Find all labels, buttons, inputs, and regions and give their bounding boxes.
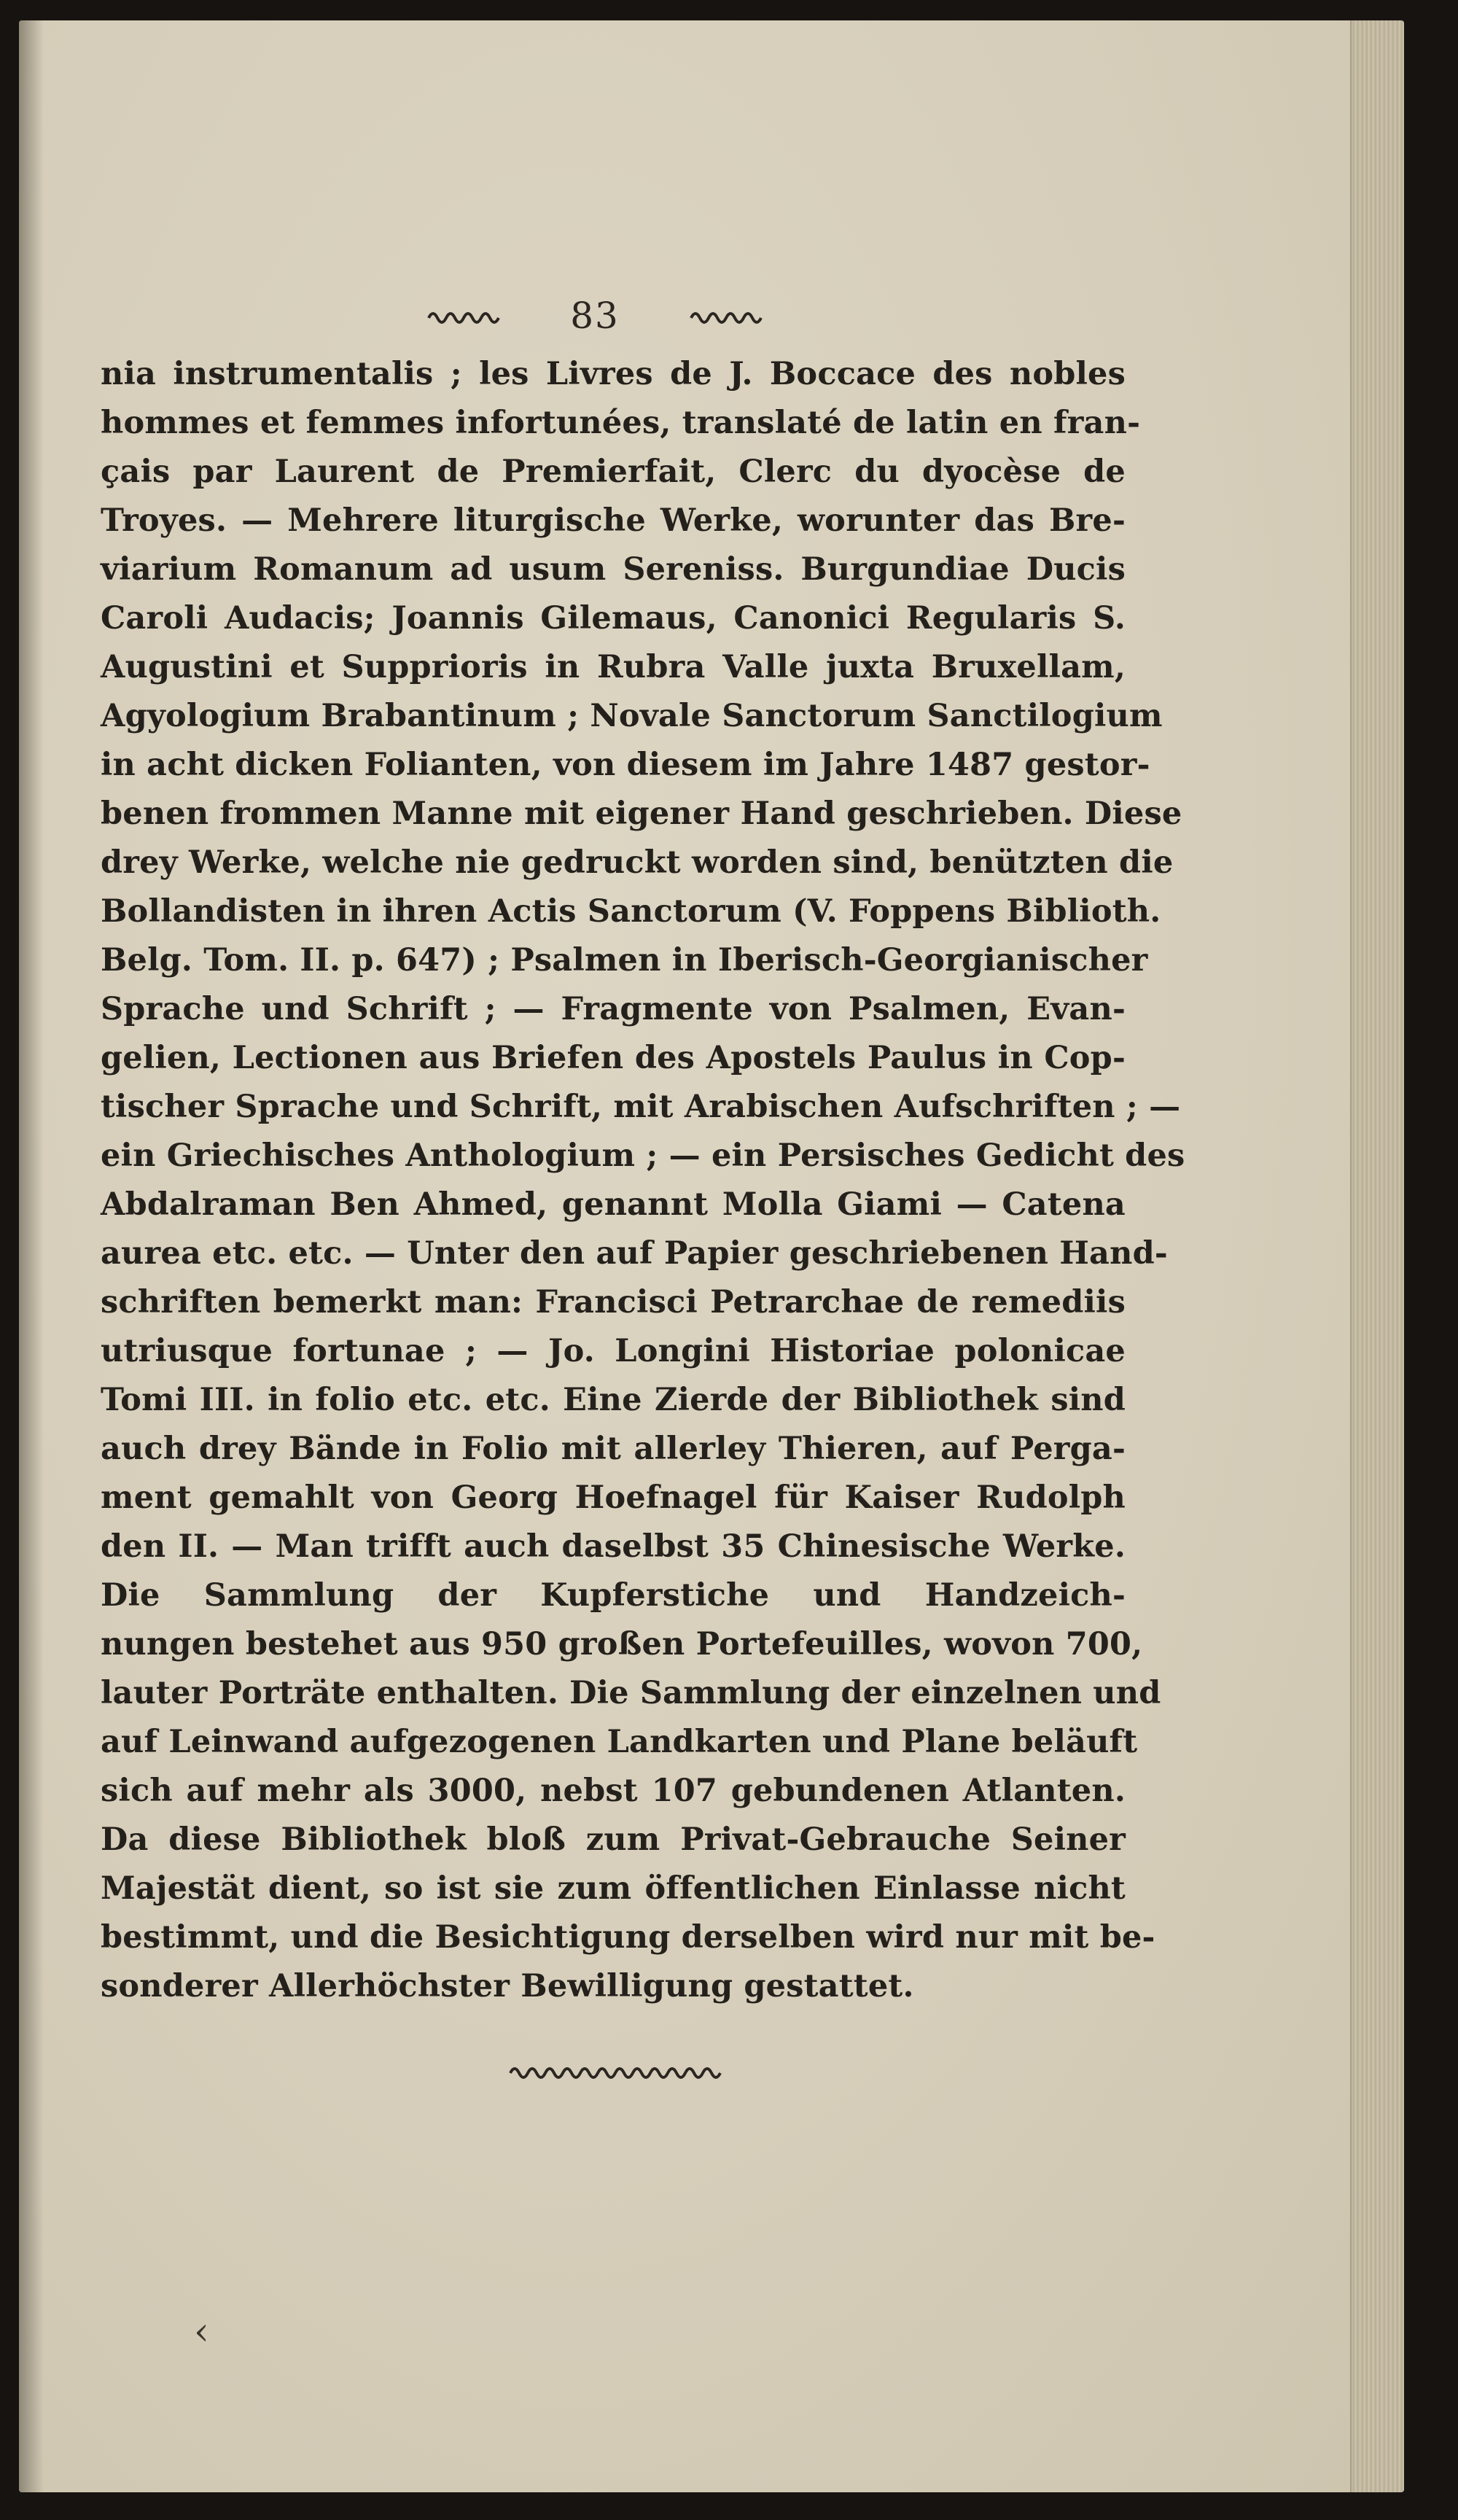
text-line: auch drey Bände in Folio mit allerley Thieren, auf Perga-	[101, 1431, 1126, 1467]
text-line: Augustini et Supprioris in Rubra Valle juxta Bruxellam,	[101, 649, 1126, 685]
margin-mark: ‹	[194, 2310, 209, 2354]
text-line: nungen bestehet aus 950 großen Portefeuilles, wovon 700,	[101, 1626, 1143, 1662]
text-line: hommes et femmes infortunées, translaté de latin en fran-	[101, 405, 1141, 441]
text-line: sonderer Allerhöchster Bewilligung gestattet.	[101, 1968, 914, 2004]
text-line: Majestät dient, so ist sie zum öffentlichen Einlasse nicht	[101, 1870, 1126, 1907]
text-line: nia instrumentalis ; les Livres de J. Boccace des nobles	[101, 356, 1126, 392]
text-line: gelien, Lectionen aus Briefen des Apostels Paulus in Cop-	[101, 1040, 1126, 1076]
book-page	[19, 20, 1404, 2492]
end-ornament	[507, 2058, 726, 2083]
text-line: Belg. Tom. II. p. 647) ; Psalmen in Iberisch-Georgianischer	[101, 942, 1148, 979]
text-line: den II. — Man trifft auch daselbst 35 Chinesische Werke.	[101, 1528, 1126, 1565]
text-line: ein Griechisches Anthologium ; — ein Persisches Gedicht des	[101, 1138, 1185, 1174]
text-line: aurea etc. etc. — Unter den auf Papier geschriebenen Hand-	[101, 1235, 1168, 1272]
text-line: Abdalraman Ben Ahmed, genannt Molla Giami — Catena	[101, 1186, 1126, 1223]
text-line: lauter Porträte enthalten. Die Sammlung der einzelnen und	[101, 1675, 1161, 1711]
body-text	[101, 350, 1185, 2011]
text-line: Caroli Audacis; Joannis Gilemaus, Canonici Regularis S.	[101, 600, 1126, 637]
text-line: Die Sammlung der Kupferstiche und Handzeich-	[101, 1577, 1126, 1614]
text-line: Sprache und Schrift ; — Fragmente von Psalmen, Evan-	[101, 991, 1126, 1027]
page-number: 83	[570, 295, 620, 337]
text-line: tischer Sprache und Schrift, mit Arabischen Aufschriften ; —	[101, 1089, 1181, 1125]
left-header-ornament	[427, 305, 500, 327]
text-line: Da diese Bibliothek bloß zum Privat-Gebrauche Seiner	[101, 1821, 1126, 1858]
text-line: Bollandisten in ihren Actis Sanctorum (V. Foppens Biblioth.	[101, 893, 1161, 930]
text-line: viarium Romanum ad usum Sereniss. Burgundiae Ducis	[101, 551, 1126, 588]
text-line: Troyes. — Mehrere liturgische Werke, worunter das Bre-	[101, 502, 1126, 539]
text-line: drey Werke, welche nie gedruckt worden sind, benützten die	[101, 844, 1174, 881]
text-line: benen frommen Manne mit eigener Hand geschrieben. Diese	[101, 796, 1182, 832]
text-line: in acht dicken Folianten, von diesem im Jahre 1487 gestor-	[101, 747, 1150, 783]
text-line: auf Leinwand aufgezogenen Landkarten und Plane beläuft	[101, 1724, 1138, 1760]
text-line: sich auf mehr als 3000, nebst 107 gebundenen Atlanten.	[101, 1773, 1126, 1809]
text-line: Agyologium Brabantinum ; Novale Sanctorum Sanctilogium	[101, 698, 1163, 734]
page-header	[427, 290, 763, 341]
text-line: utriusque fortunae ; — Jo. Longini Historiae polonicae	[101, 1333, 1126, 1369]
text-line: schriften bemerkt man: Francisci Petrarchae de remediis	[101, 1284, 1126, 1321]
text-line: çais par Laurent de Premierfait, Clerc du dyocèse de	[101, 454, 1126, 490]
text-line: Tomi III. in folio etc. etc. Eine Zierde der Bibliothek sind	[101, 1382, 1126, 1418]
page-edges	[1350, 20, 1404, 2492]
right-header-ornament	[690, 305, 763, 327]
text-line: bestimmt, und die Besichtigung derselben wird nur mit be-	[101, 1919, 1155, 1956]
gutter-shadow	[19, 20, 44, 2492]
text-line: ment gemahlt von Georg Hoefnagel für Kaiser Rudolph	[101, 1479, 1126, 1516]
